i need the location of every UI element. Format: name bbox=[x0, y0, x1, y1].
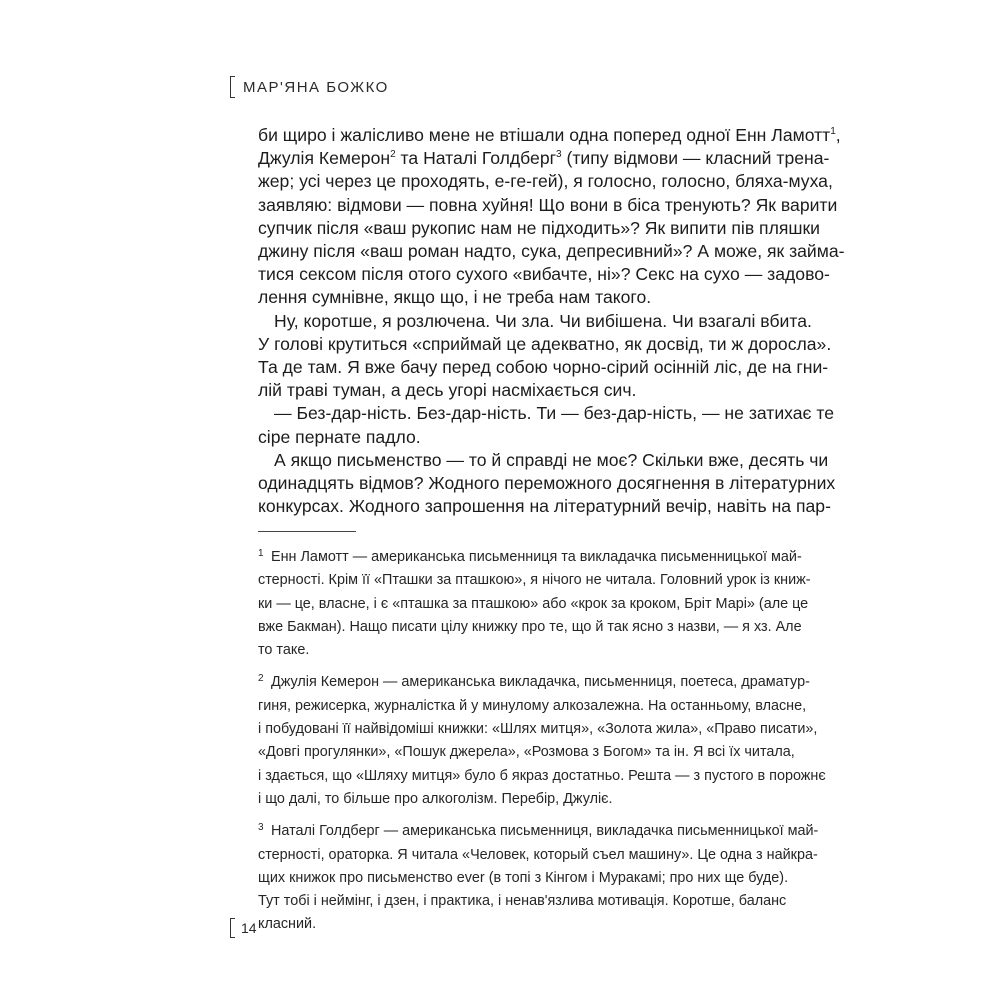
footnote-line: вже Бакман). Нащо писати цілу книжку про те, що й так ясно з назви, — я хз. Але bbox=[258, 618, 802, 635]
bracket-ornament bbox=[230, 76, 235, 98]
text-line: заявляю: відмови — повна хуйня! Що вони в біса тренують? Як варити bbox=[258, 194, 838, 215]
text-line: Джулія Кемерон$^2$ та Наталі Голдберг$^3$ (типу відмови — класний трена- bbox=[258, 148, 830, 169]
text-line: конкурсах. Жодного запрошення на літературний вечір, навіть на пар- bbox=[258, 496, 831, 517]
text-line: Ну, коротше, я розлючена. Чи зла. Чи вибішена. Чи взагалі вбита. bbox=[274, 310, 812, 331]
footnote-line: то таке. bbox=[258, 642, 310, 659]
text-line: тися сексом після отого сухого «вибачте, ні»? Секс на сухо — задово- bbox=[258, 264, 830, 285]
footnote-line: стерності, ораторка. Я читала «Человек, который съел машину». Це одна з найкра- bbox=[258, 846, 818, 863]
footnote-line: і побудовані її найвідоміші книжки: «Шлях митця», «Золота жила», «Право писати», bbox=[258, 721, 818, 738]
footnote-line: класний. bbox=[258, 916, 317, 933]
text-line: Та де там. Я вже бачу перед собою чорно-сірий осінній ліс, де на гни- bbox=[258, 357, 829, 378]
page-number bbox=[230, 918, 257, 938]
footnote-line: стерності. Крім її «Пташки за пташкою», я нічого не читала. Головний урок із книж- bbox=[258, 572, 811, 589]
text-line: супчик після «ваш рукопис нам не підходить»? Як випити пів пляшки bbox=[258, 217, 821, 238]
text-line: одинадцять відмов? Жодного переможного досягнення в літературних bbox=[258, 473, 836, 494]
main-text bbox=[258, 124, 845, 518]
footnotes bbox=[258, 546, 826, 946]
footnote-line: Наталі Голдберг — американська письменниця, викладачка письменницької май- bbox=[271, 823, 819, 840]
text-line: У голові крутиться «сприймай це адекватно, як досвід, ти ж доросла». bbox=[258, 333, 832, 354]
text-line: джину після «ваш роман надто, сука, депресивний»? А може, як займа- bbox=[258, 241, 845, 262]
footnote-3 bbox=[258, 820, 819, 936]
text-line: — Без-дар-ність. Без-дар-ність. Ти — без-дар-ність, — не затихає те bbox=[274, 403, 835, 424]
footnote-divider bbox=[258, 531, 356, 532]
text-line: лення сумнівне, якщо що, і не треба нам такого. bbox=[258, 287, 652, 308]
footnote-line: гиня, режисерка, журналістка й у минулому алкозалежна. На останньому, власне, bbox=[258, 697, 807, 714]
footnote-line: Енн Ламотт — американська письменниця та викладачка письменницької май- bbox=[271, 549, 802, 565]
author-name: МАР'ЯНА БОЖКО bbox=[243, 78, 389, 96]
footnote-ref-1[interactable]: 1 bbox=[830, 126, 836, 138]
text-line: жер; усі через це проходять, е-ге-гей), я голосно, голосно, бляха-муха, bbox=[258, 171, 833, 192]
footnote-number: 3 bbox=[258, 822, 264, 834]
footnote-2 bbox=[258, 671, 826, 811]
footnote-ref-2[interactable]: 2 bbox=[390, 149, 396, 161]
footnote-number: 1 bbox=[258, 548, 264, 559]
footnote-line: ки — це, власне, і є «пташка за пташкою» або «крок за кроком, Бріт Марі» (але це bbox=[258, 595, 809, 612]
footnote-ref-3[interactable]: 3 bbox=[556, 149, 562, 161]
text-line: лій траві туман, а десь угорі насміхається сич. bbox=[258, 380, 637, 401]
text-line: сіре пернате падло. bbox=[258, 426, 421, 447]
footnote-line: Джулія Кемерон — американська викладачка, письменниця, поетеса, драматур- bbox=[271, 674, 810, 691]
footnote-line: щих книжок про письменство ever (в топі з Кінгом і Муракамі; про них ще буде). bbox=[258, 869, 789, 886]
footnote-line: «Довгі прогулянки», «Пошук джерела», «Розмова з Богом» та ін. Я всі їх читала, bbox=[258, 744, 795, 761]
footnote-line: Тут тобі і неймінг, і дзен, і практика, і ненав'язлива мотивація. Коротше, баланс bbox=[258, 893, 787, 910]
text-line: би щиро і жалісливо мене не втішали одна поперед одної Енн Ламотт$^1$, bbox=[258, 125, 841, 145]
bracket-ornament bbox=[230, 918, 235, 938]
page-number-text: 14 bbox=[241, 920, 257, 936]
footnote-line: і здається, що «Шляху митця» було б якраз достатньо. Решта — з пустого в порожнє bbox=[258, 767, 826, 784]
running-head bbox=[230, 76, 389, 98]
footnote-number: 2 bbox=[258, 673, 264, 685]
footnote-line: і що далі, то більше про алкоголізм. Перебір, Джуліє. bbox=[258, 790, 613, 807]
text-line: А якщо письменство — то й справді не моє? Скільки вже, десять чи bbox=[274, 449, 829, 470]
footnote-1 bbox=[258, 546, 811, 662]
